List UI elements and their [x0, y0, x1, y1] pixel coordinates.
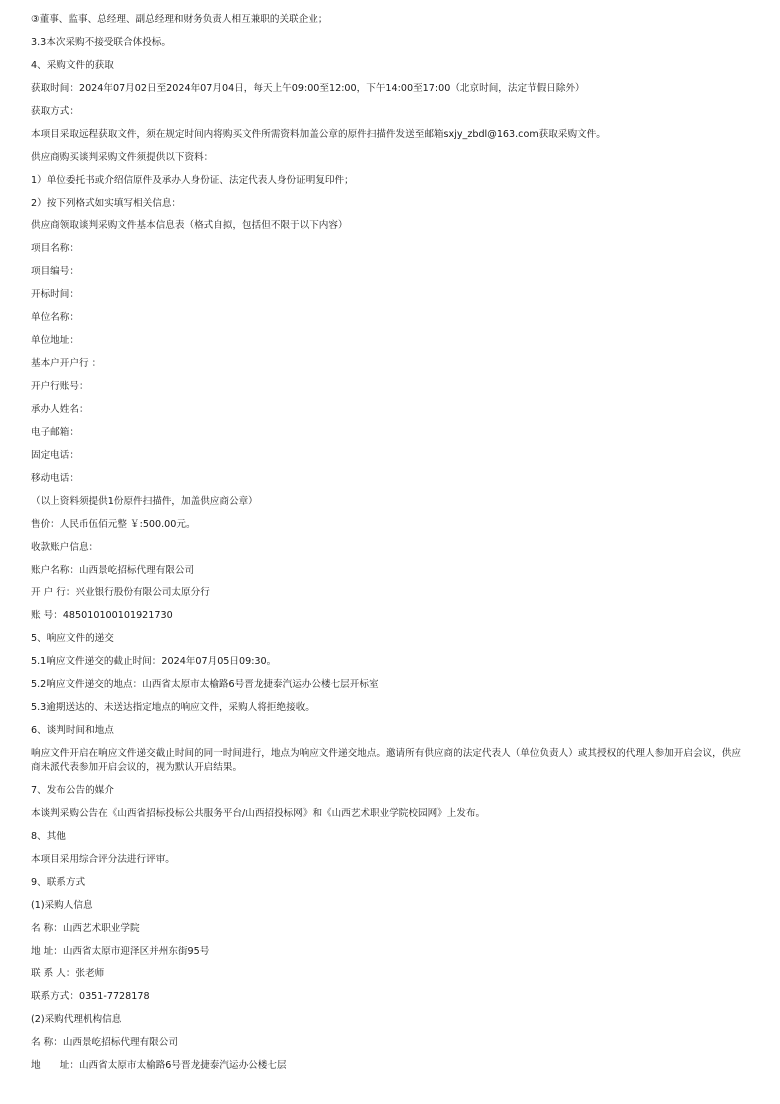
section-heading: 6、谈判时间和地点: [31, 725, 114, 737]
text-line: 联系方式：0351-7728178: [31, 991, 150, 1003]
form-field-label: 单位地址：: [31, 335, 79, 347]
text-line: 获取方式：: [31, 105, 79, 117]
text-line: 账户名称：山西景屹招标代理有限公司: [31, 564, 195, 576]
text-line: ③董事、监事、总经理、副总经理和财务负责人相互兼职的关联企业；: [31, 14, 328, 25]
text-line: 供应商购买谈判采购文件须提供以下资料：: [31, 151, 214, 163]
text-line: 名 称：山西景屹招标代理有限公司: [31, 1037, 178, 1049]
form-field-label: 移动电话：: [31, 472, 79, 484]
text-paragraph: 响应文件开启在响应文件递交截止时间的同一时间进行，地点为响应文件递交地点。邀请所有供应商的法定代表人（单位负责人）或其授权的代理人参加开启会议，供应商未派代表参加开启会议的，视为默认开启结果。: [31, 748, 741, 773]
text-line: 本谈判采购公告在《山西省招标投标公共服务平台/山西招投标网》和《山西艺术职业学院校园网》上发布。: [31, 807, 486, 819]
form-field-label: 电子邮箱：: [31, 426, 79, 438]
text-line: 地 址：山西省太原市太榆路6号晋龙捷泰汽运办公楼七层: [31, 1060, 287, 1072]
text-line: 收款账户信息：: [31, 541, 99, 553]
text-line: （以上资料须提供1份原件扫描件，加盖供应商公章）: [31, 495, 258, 507]
document-page: [31, 13, 749, 1082]
text-line: 5.1响应文件递交的截止时间：2024年07月05日09:30。: [31, 656, 277, 668]
text-line: 本项目采用综合评分法进行评审。: [31, 853, 175, 865]
text-line: (1)采购人信息: [31, 899, 93, 911]
text-line: 联 系 人：张老师: [31, 968, 105, 980]
text-line: 5.3逾期送达的、未送达指定地点的响应文件，采购人将拒绝接收。: [31, 702, 315, 714]
text-line: 1）单位委托书或介绍信原件及承办人身份证、法定代表人身份证明复印件；: [31, 174, 354, 186]
text-line: 账 号：485010100101921730: [31, 610, 173, 622]
text-line: 本项目采取远程获取文件，须在规定时间内将购买文件所需资料加盖公章的原件扫描件发送至邮箱sxjy_zbdl@163.com获取采购文件。: [31, 128, 606, 140]
text-line: (2)采购代理机构信息: [31, 1014, 122, 1026]
text-line: 名 称：山西艺术职业学院: [31, 922, 140, 934]
form-field-label: 项目名称：: [31, 243, 79, 255]
text-line: 5.2响应文件递交的地点：山西省太原市太榆路6号晋龙捷泰汽运办公楼七层开标室: [31, 679, 379, 691]
text-line: 开 户 行：兴业银行股份有限公司太原分行: [31, 587, 210, 599]
section-heading: 5、响应文件的递交: [31, 633, 114, 645]
text-line: 2）按下列格式如实填写相关信息：: [31, 197, 182, 209]
section-heading: 9、联系方式: [31, 876, 86, 888]
text-line: 售价：人民币伍佰元整 ￥:500.00元。: [31, 518, 196, 530]
section-heading: 4、采购文件的获取: [31, 59, 114, 71]
text-line: 3.3本次采购不接受联合体投标。: [31, 36, 171, 48]
form-field-label: 开户行账号：: [31, 381, 89, 392]
section-heading: 7、发布公告的媒介: [31, 784, 114, 796]
text-line: 供应商领取谈判采购文件基本信息表（格式自拟，包括但不限于以下内容）: [31, 220, 348, 232]
form-field-label: 项目编号：: [31, 266, 79, 278]
section-heading: 8、其他: [31, 830, 66, 842]
form-field-label: 承办人姓名：: [31, 403, 89, 415]
form-field-label: 单位名称：: [31, 312, 79, 324]
text-line: 获取时间：2024年07月02日至2024年07月04日，每天上午09:00至12:00，下午14:00至17:00（北京时间，法定节假日除外）: [31, 82, 585, 94]
form-field-label: 开标时间：: [31, 289, 79, 301]
text-line: 地 址：山西省太原市迎泽区并州东街95号: [31, 945, 210, 957]
form-field-label: 固定电话：: [31, 449, 79, 461]
form-field-label: 基本户开户行 ：: [31, 358, 102, 370]
